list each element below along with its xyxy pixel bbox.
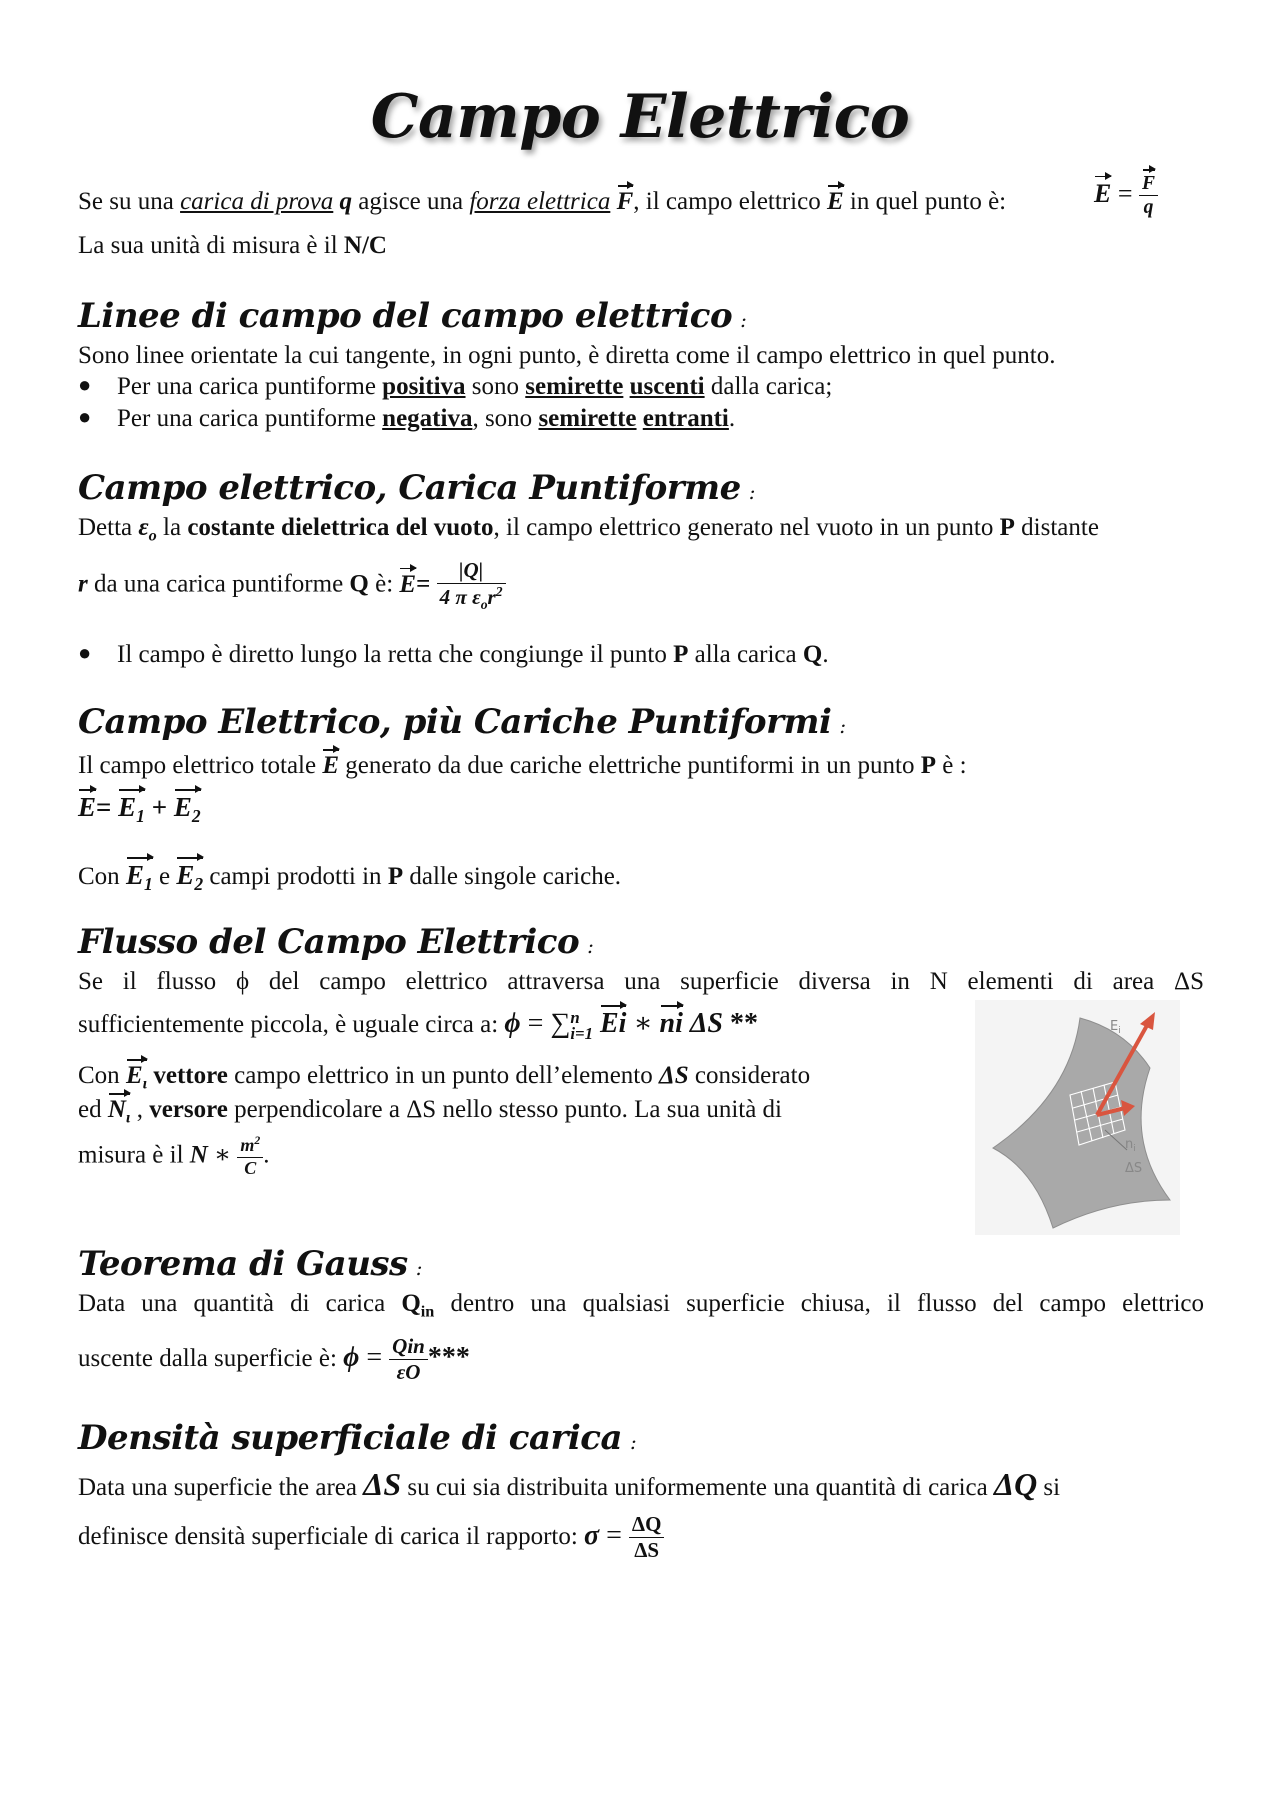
subscript: 1 bbox=[136, 806, 145, 827]
text: Il campo elettrico totale bbox=[78, 752, 323, 779]
charge-q: Q bbox=[349, 570, 369, 598]
text: uscente dalla superficie è: bbox=[78, 1345, 344, 1373]
heading-text: Campo Elettrico, più Cariche Puntiformi bbox=[78, 702, 832, 742]
text: su cui sia distribuita uniformemente una quantità di carica bbox=[401, 1474, 994, 1501]
subscript: o bbox=[480, 597, 488, 613]
r-symbol: r bbox=[487, 585, 496, 610]
n-letter: N bbox=[107, 1096, 126, 1123]
delta-s: ΔS bbox=[363, 1466, 402, 1502]
field-vector: E bbox=[78, 792, 97, 822]
intro-line-1 bbox=[78, 188, 1006, 217]
force-vector: F bbox=[1142, 173, 1156, 194]
ni-vector: ni bbox=[659, 1008, 683, 1039]
e1-vector bbox=[126, 860, 153, 894]
heading-colon: : bbox=[587, 934, 594, 958]
section-heading-linee bbox=[78, 296, 746, 336]
bullet-icon: ● bbox=[78, 640, 92, 665]
text: considerato bbox=[688, 1062, 811, 1089]
text: è: bbox=[368, 570, 400, 598]
epsilon-zero bbox=[138, 514, 157, 545]
s4-line-2 bbox=[78, 1008, 758, 1041]
heading-text: Flusso del Campo Elettrico bbox=[78, 922, 580, 962]
e2-vector bbox=[174, 792, 201, 826]
text: Con bbox=[78, 1062, 126, 1089]
phi-symbol: ϕ bbox=[504, 1008, 521, 1039]
sum-upper: n bbox=[570, 1008, 580, 1028]
epsilon-symbol: ε bbox=[138, 514, 149, 541]
s1-bullet-2 bbox=[117, 405, 735, 434]
point-p: P bbox=[999, 514, 1015, 541]
text: in quel punto è: bbox=[843, 188, 1007, 215]
bullet-icon: ● bbox=[78, 404, 92, 429]
numerator bbox=[237, 1134, 263, 1158]
text: si bbox=[1037, 1474, 1061, 1501]
s3-line-3 bbox=[78, 860, 621, 894]
term-versore: versore bbox=[149, 1096, 228, 1123]
den-text: 4 π ε bbox=[439, 585, 481, 610]
field-vector: E bbox=[399, 570, 417, 598]
numerator: |Q| bbox=[437, 558, 506, 584]
text: Data una superficie the area bbox=[78, 1474, 364, 1501]
fig-ds-label: ΔS bbox=[1125, 1161, 1143, 1176]
sum-symbol: ∑ bbox=[550, 1008, 571, 1039]
point-p: P bbox=[387, 863, 404, 890]
q-letter: Q bbox=[401, 1290, 421, 1317]
e-letter: E bbox=[125, 860, 144, 890]
heading-text: Campo elettrico, Carica Puntiforme bbox=[78, 468, 741, 508]
subscript: o bbox=[148, 526, 157, 545]
term-vettore: vettore bbox=[147, 1062, 228, 1089]
text: ed bbox=[78, 1096, 108, 1123]
fig-e-label: $E_i$ bbox=[1110, 1019, 1121, 1036]
equals-sign: = bbox=[416, 570, 431, 598]
denominator: εO bbox=[396, 1360, 421, 1385]
text: è : bbox=[936, 752, 967, 779]
text: e bbox=[152, 863, 177, 890]
delta-s: ΔS bbox=[659, 1062, 689, 1089]
times-sign: ∗ bbox=[207, 1141, 238, 1169]
gauss-formula bbox=[343, 1334, 470, 1385]
heading-colon: : bbox=[740, 308, 747, 332]
f-over-q-fraction bbox=[1139, 172, 1158, 220]
e-letter: E bbox=[173, 792, 192, 822]
sum-lower: i=1 bbox=[570, 1023, 593, 1043]
footnote-stars: *** bbox=[427, 1342, 470, 1374]
text: perpendicolare a ΔS nello stesso punto. La sua unità di bbox=[227, 1096, 782, 1123]
text: . bbox=[728, 405, 736, 432]
sigma-symbol: σ bbox=[584, 1520, 600, 1552]
denominator bbox=[437, 584, 506, 613]
s2-line-2 bbox=[78, 558, 506, 614]
s4-line-1: Se il flusso ϕ del campo elettrico attraversa una superficie diversa in N elementi di area ΔS bbox=[78, 968, 1204, 995]
bullet-icon: ● bbox=[78, 372, 92, 397]
e-letter: E bbox=[176, 860, 195, 890]
subscript: 1 bbox=[143, 874, 153, 895]
unit-value: N/C bbox=[343, 232, 387, 259]
n-unit: N bbox=[189, 1141, 208, 1169]
e2-vector bbox=[176, 860, 203, 894]
text: , il campo elettrico generato nel vuoto in un punto bbox=[493, 514, 1000, 541]
heading-colon: : bbox=[630, 1430, 637, 1454]
s4-line-4 bbox=[78, 1096, 782, 1127]
section-heading-flusso bbox=[78, 922, 593, 962]
m-letter: m bbox=[240, 1135, 255, 1156]
superposition-formula bbox=[78, 792, 201, 826]
denominator: ΔS bbox=[634, 1538, 660, 1563]
e-letter: E bbox=[118, 792, 137, 822]
text: Il campo è diretto lungo la retta che congiunge il punto bbox=[117, 641, 674, 668]
heading-text: Densità superficiale di carica bbox=[78, 1418, 623, 1458]
s2-bullet bbox=[117, 641, 829, 670]
equals-sign: = bbox=[366, 1342, 383, 1374]
text: campi prodotti in bbox=[203, 863, 388, 890]
times-sign: ∗ bbox=[626, 1008, 660, 1039]
superscript: 2 bbox=[495, 584, 503, 600]
m2-over-c-fraction bbox=[237, 1134, 263, 1179]
s2-line-1 bbox=[78, 514, 1099, 545]
superscript: 2 bbox=[254, 1134, 261, 1147]
phi-symbol: ϕ bbox=[343, 1342, 360, 1374]
text: Detta bbox=[78, 514, 139, 541]
s1-bullet-1 bbox=[117, 373, 832, 402]
s1-paragraph: Sono linee orientate la cui tangente, in ogni punto, è diretta come il campo elettrico in quel punto. bbox=[78, 342, 1056, 369]
text: Data una quantità di carica bbox=[78, 1290, 402, 1317]
dq-over-ds-fraction bbox=[629, 1512, 665, 1563]
text: dalla carica; bbox=[704, 373, 833, 400]
e1-vector bbox=[118, 792, 145, 826]
heading-colon: : bbox=[415, 1256, 422, 1280]
s6-line-2 bbox=[78, 1512, 664, 1563]
field-vector: E bbox=[1094, 178, 1112, 208]
subscript: ι bbox=[125, 1108, 131, 1127]
text: la bbox=[156, 514, 188, 541]
force-vector: F bbox=[616, 188, 634, 215]
s5-line-1 bbox=[78, 1290, 1204, 1321]
r-symbol: r bbox=[78, 570, 88, 598]
heading-colon: : bbox=[748, 480, 756, 504]
subscript: in bbox=[420, 1302, 435, 1321]
text: Con bbox=[78, 863, 126, 890]
text: La sua unità di misura è il bbox=[78, 232, 344, 259]
coulomb-fraction bbox=[437, 558, 506, 614]
subscript: 2 bbox=[194, 874, 204, 895]
term-uscenti: uscenti bbox=[629, 373, 705, 400]
term-costante-dielettrica: costante dielettrica del vuoto bbox=[187, 514, 494, 541]
plus-sign: + bbox=[151, 792, 168, 822]
intro-formula bbox=[1094, 172, 1158, 220]
denominator: C bbox=[244, 1157, 257, 1178]
numerator: ΔQ bbox=[629, 1512, 665, 1538]
text: da una carica puntiforme bbox=[87, 570, 350, 598]
s4-line-5 bbox=[78, 1134, 269, 1179]
sum-limits bbox=[570, 1008, 593, 1043]
delta-s: ΔS bbox=[689, 1008, 723, 1039]
heading-text: Linee di campo del campo elettrico bbox=[78, 296, 733, 336]
qin-over-eps-fraction bbox=[389, 1334, 428, 1385]
text: misura è il bbox=[78, 1141, 190, 1169]
term-positiva: positiva bbox=[382, 373, 466, 400]
heading-text: Teorema di Gauss bbox=[78, 1244, 408, 1284]
point-p: P bbox=[920, 752, 937, 779]
forza-elettrica-term: forza elettrica bbox=[469, 188, 611, 215]
term-semirette: semirette bbox=[538, 405, 637, 432]
text: definisce densità superficiale di carica il rapporto: bbox=[78, 1523, 585, 1551]
text: , il campo elettrico bbox=[633, 188, 827, 215]
equals-sign: = bbox=[1117, 178, 1133, 208]
text: campo elettrico in un punto dell’elemento bbox=[227, 1062, 660, 1089]
field-vector: E bbox=[322, 752, 340, 779]
section-heading-piu-cariche bbox=[78, 702, 846, 742]
text: dentro una qualsiasi superficie chiusa, il flusso del campo elettrico bbox=[434, 1290, 1205, 1317]
text: agisce una bbox=[352, 188, 470, 215]
s5-line-2 bbox=[78, 1334, 470, 1385]
field-vector: E bbox=[826, 188, 844, 215]
text: , bbox=[130, 1096, 150, 1123]
text: . bbox=[822, 641, 829, 668]
text: Per una carica puntiforme bbox=[117, 405, 383, 432]
text: generato da due cariche elettriche puntiformi in un punto bbox=[339, 752, 921, 779]
sigma-formula bbox=[584, 1512, 664, 1563]
fig-n-label: $n_i$ bbox=[1125, 1137, 1136, 1154]
e-letter: E bbox=[125, 1062, 143, 1089]
term-entranti: entranti bbox=[642, 405, 729, 432]
carica-di-prova-term: carica di prova bbox=[180, 188, 334, 215]
charge-q: Q bbox=[802, 641, 823, 668]
text: Per una carica puntiforme bbox=[117, 373, 383, 400]
s3-line-1 bbox=[78, 752, 967, 781]
s4-line-3 bbox=[78, 1062, 810, 1093]
numerator: Qin bbox=[389, 1334, 428, 1360]
subscript: ι bbox=[142, 1074, 148, 1093]
text: Se su una bbox=[78, 188, 181, 215]
delta-q: ΔQ bbox=[994, 1466, 1038, 1502]
ei-vector: Ei bbox=[600, 1008, 627, 1039]
heading-colon: : bbox=[839, 714, 846, 738]
text: alla carica bbox=[688, 641, 803, 668]
q-symbol: q bbox=[339, 188, 353, 215]
text: dalle singole cariche. bbox=[403, 863, 622, 890]
section-heading-densita bbox=[78, 1418, 636, 1458]
section-heading-carica-puntiforme bbox=[78, 468, 755, 508]
point-p: P bbox=[673, 641, 689, 668]
text: distante bbox=[1014, 514, 1099, 541]
text: sufficientemente piccola, è uguale circa a: bbox=[78, 1011, 505, 1038]
flux-surface-figure bbox=[975, 1000, 1180, 1235]
s6-line-1 bbox=[78, 1466, 1060, 1503]
text: . bbox=[263, 1141, 270, 1169]
flux-formula bbox=[504, 1008, 758, 1043]
equals-sign: = bbox=[96, 792, 112, 822]
term-negativa: negativa bbox=[382, 405, 473, 432]
intro-unit-line bbox=[78, 232, 387, 261]
page-title: Campo Elettrico bbox=[370, 82, 910, 152]
q-in bbox=[401, 1290, 435, 1321]
text: sono bbox=[465, 373, 526, 400]
ni-vector bbox=[108, 1096, 131, 1127]
text: , sono bbox=[472, 405, 539, 432]
footnote-stars: ** bbox=[730, 1008, 758, 1039]
equals-sign: = bbox=[606, 1520, 622, 1552]
q-denominator: q bbox=[1143, 197, 1154, 219]
term-semirette: semirette bbox=[525, 373, 624, 400]
equals-sign: = bbox=[527, 1008, 544, 1039]
section-heading-gauss bbox=[78, 1244, 422, 1284]
subscript: 2 bbox=[191, 806, 201, 827]
